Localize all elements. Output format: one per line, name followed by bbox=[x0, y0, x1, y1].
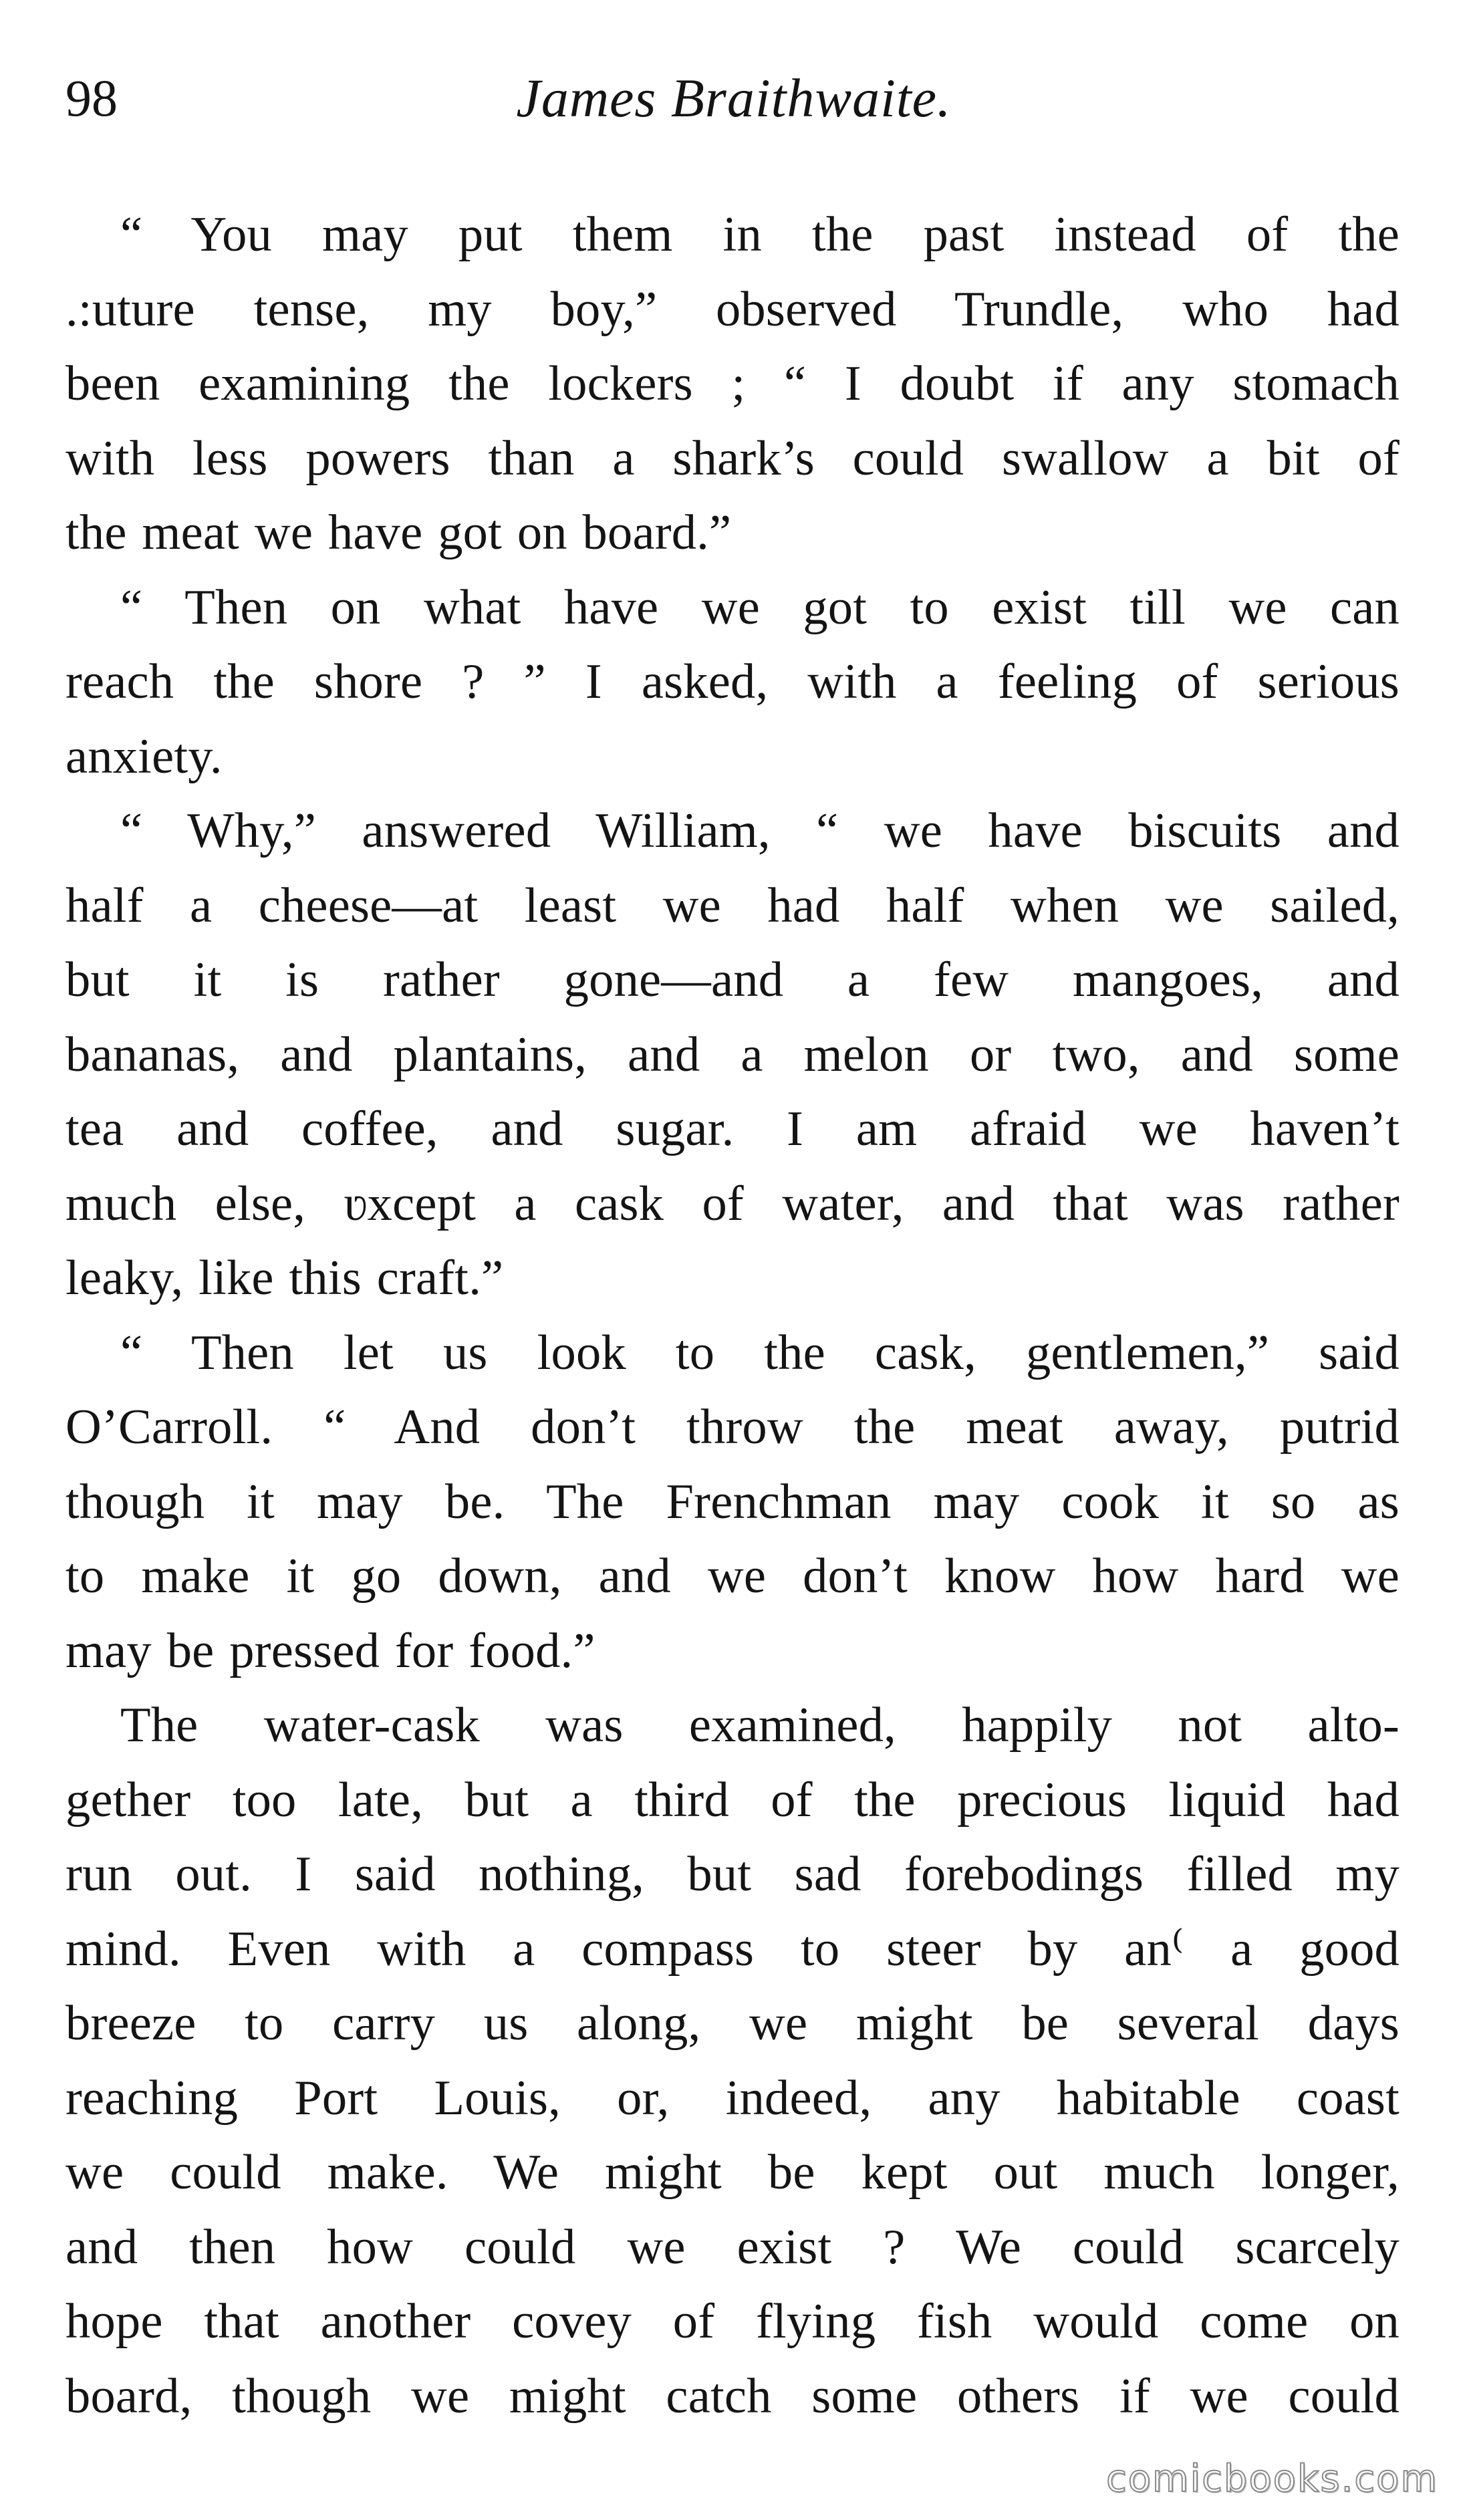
paragraph-5 bbox=[65, 1688, 1400, 2434]
text-line: with less powers than a shark’s could swallow a bit of bbox=[65, 430, 1400, 486]
text-line: .:uture tense, my boy,” observed Trundle, who had bbox=[65, 281, 1400, 337]
text-line: reach the shore ? ” I asked, with a feeling of serious bbox=[65, 654, 1400, 709]
text-line: “ You may put them in the past instead of the bbox=[120, 207, 1400, 262]
text-line: The water-cask was examined, happily not alto- bbox=[120, 1698, 1400, 1753]
text-line: “ Then on what have we got to exist till we can bbox=[120, 580, 1400, 635]
text-line: breeze to carry us along, we might be several days bbox=[65, 1996, 1400, 2051]
paragraph-4 bbox=[65, 1316, 1400, 1689]
text-line: may be pressed for food.” bbox=[65, 1623, 595, 1678]
text-line: hope that another covey of flying fish would come on bbox=[65, 2294, 1400, 2349]
text-line: reaching Port Louis, or, indeed, any habitable coast bbox=[65, 2070, 1400, 2126]
text-line: “ Then let us look to the cask, gentlemen,” said bbox=[120, 1325, 1400, 1380]
text-line: run out. I said nothing, but sad forebodings filled my bbox=[65, 1847, 1400, 1902]
text-line: board, though we might catch some others if we could bbox=[65, 2368, 1400, 2424]
text-line: gether too late, but a third of the precious liquid had bbox=[65, 1772, 1400, 1828]
text-line: but it is rather gone—and a few mangoes, and bbox=[65, 953, 1400, 1007]
text-line: we could make. We might be kept out much longer, bbox=[65, 2145, 1400, 2200]
text-line: tea and coffee, and sugar. I am afraid we haven’t bbox=[65, 1102, 1400, 1156]
text-line: and then how could we exist ? We could scarcely bbox=[65, 2219, 1400, 2275]
text-line: been examining the lockers ; “ I doubt if any stomach bbox=[65, 356, 1400, 411]
body-text bbox=[65, 198, 1400, 2434]
paragraph-1 bbox=[65, 198, 1400, 571]
text-line: leaky, like this craft.” bbox=[65, 1251, 504, 1305]
running-title: James Braithwaite. bbox=[516, 68, 952, 128]
text-line: to make it go down, and we don’t know how hard we bbox=[65, 1549, 1400, 1604]
text-line: bananas, and plantains, and a melon or two, and some bbox=[65, 1027, 1400, 1082]
text-line: anxiety. bbox=[65, 729, 223, 784]
text-line: the meat we have got on board.” bbox=[65, 505, 732, 560]
paragraph-2 bbox=[65, 571, 1400, 795]
text-line: “ Why,” answered William, “ we have biscuits and bbox=[120, 803, 1400, 858]
text-line: half a cheese—at least we had half when we sailed, bbox=[65, 878, 1400, 933]
text-line: much else, ʋxcept a cask of water, and that was rather bbox=[65, 1176, 1400, 1231]
text-line: mind. Even with a compass to steer by an⁽ a good bbox=[65, 1921, 1400, 1977]
paragraph-3 bbox=[65, 794, 1400, 1316]
page-header bbox=[65, 61, 1402, 135]
page-number: 98 bbox=[65, 69, 118, 127]
text-line: O’Carroll. “ And don’t throw the meat away, putrid bbox=[65, 1400, 1400, 1455]
text-line: though it may be. The Frenchman may cook it so as bbox=[65, 1474, 1400, 1529]
watermark: comicbooks.com bbox=[1105, 2457, 1438, 2501]
